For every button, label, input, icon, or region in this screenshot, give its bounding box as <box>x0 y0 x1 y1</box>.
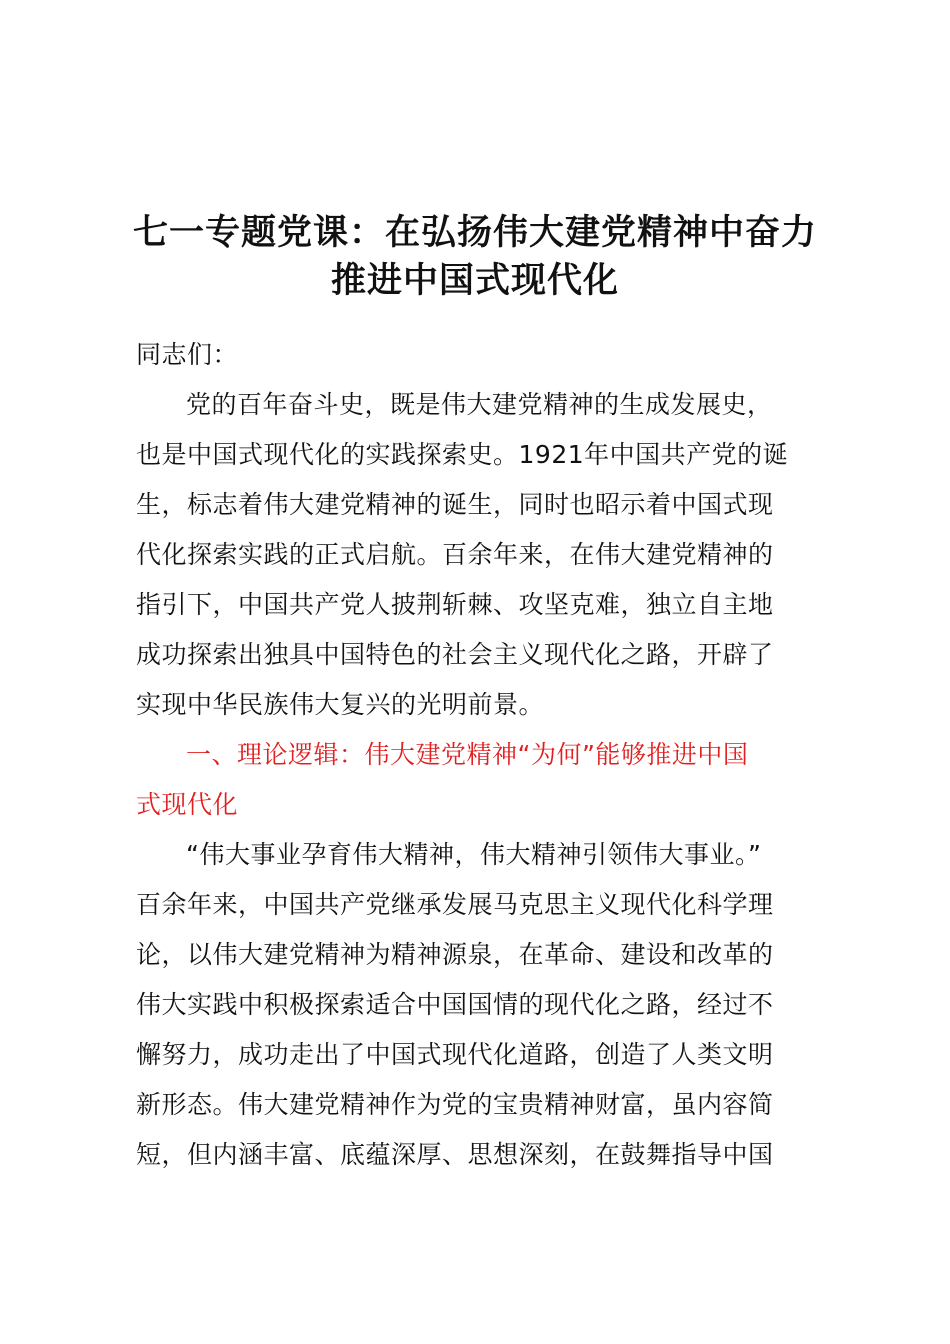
salutation: 同志们： <box>136 340 239 369</box>
paragraph-2-line: “伟大事业孕育伟大精神，伟大精神引领伟大事业。” <box>186 840 762 869</box>
paragraph-2-line: 百余年来，中国共产党继承发展马克思主义现代化科学理 <box>136 890 774 919</box>
section-heading-line: 式现代化 <box>136 790 239 819</box>
paragraph-1-line: 指引下，中国共产党人披荆斩棘、攻坚克难，独立自主地 <box>136 590 774 619</box>
document-title-line-2: 推进中国式现代化 <box>330 261 619 301</box>
paragraph-1-line: 成功探索出独具中国特色的社会主义现代化之路，开辟了 <box>136 640 774 669</box>
paragraph-1-line: 也是中国式现代化的实践探索史。1921年中国共产党的诞 <box>136 440 789 469</box>
paragraph-1-line: 生，标志着伟大建党精神的诞生，同时也昭示着中国式现 <box>136 490 774 519</box>
section-heading-line: 一、理论逻辑：伟大建党精神“为何”能够推进中国 <box>186 740 749 769</box>
paragraph-2-line: 伟大实践中积极探索适合中国国情的现代化之路，经过不 <box>136 990 774 1019</box>
paragraph-2-line: 论，以伟大建党精神为精神源泉，在革命、建设和改革的 <box>136 940 774 969</box>
paragraph-2-line: 短，但内涵丰富、底蕴深厚、思想深刻，在鼓舞指导中国 <box>136 1140 774 1169</box>
paragraph-2-line: 懈努力，成功走出了中国式现代化道路，创造了人类文明 <box>136 1040 774 1069</box>
paragraph-1-line: 党的百年奋斗史，既是伟大建党精神的生成发展史， <box>186 390 773 419</box>
paragraph-1-line: 代化探索实践的正式启航。百余年来，在伟大建党精神的 <box>136 540 774 569</box>
paragraph-2-line: 新形态。伟大建党精神作为党的宝贵精神财富，虽内容简 <box>136 1090 774 1119</box>
document-title-line-1: 七一专题党课：在弘扬伟大建党精神中奋力 <box>132 213 817 253</box>
paragraph-1-line: 实现中华民族伟大复兴的光明前景。 <box>136 690 545 719</box>
